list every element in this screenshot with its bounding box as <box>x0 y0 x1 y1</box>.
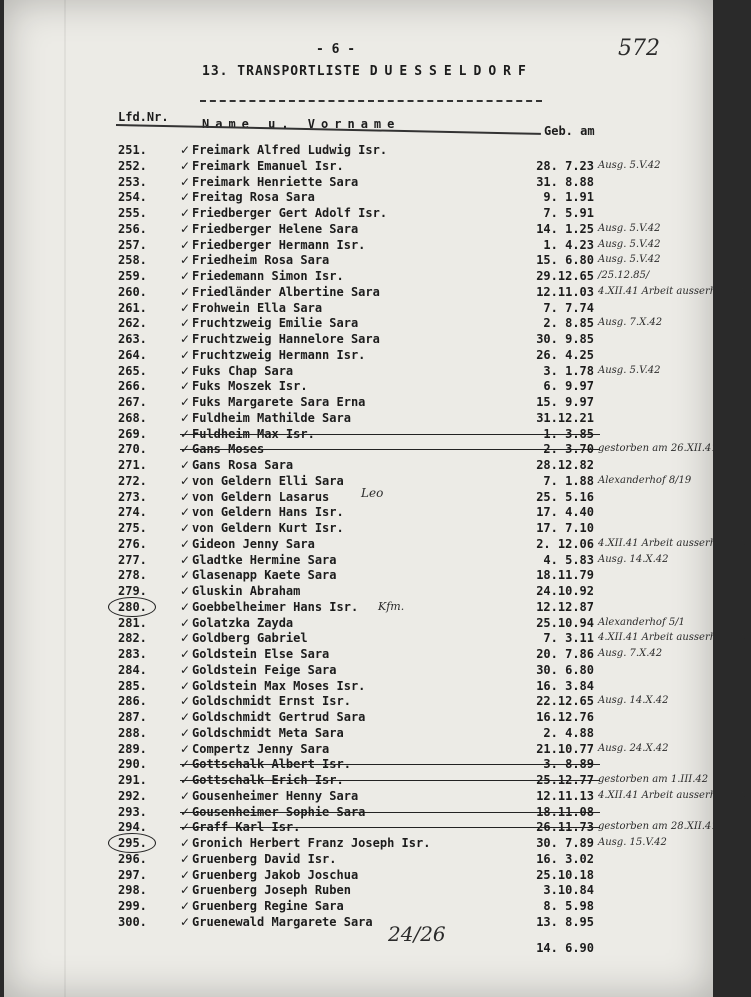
list-row <box>4 489 713 505</box>
row-birthdate: 30. 7.89 <box>536 836 594 850</box>
check-mark-icon: ✓ <box>180 237 191 252</box>
list-row <box>4 205 713 221</box>
list-row <box>4 237 713 253</box>
check-mark-icon: ✓ <box>180 206 191 220</box>
row-name: Gideon Jenny Sara <box>192 536 315 551</box>
row-name: Graff Karl Isr. <box>192 820 301 835</box>
row-name: Freitag Rosa Sara <box>192 190 315 205</box>
handwritten-page-number: 572 <box>618 36 660 61</box>
check-mark-icon: ✓ <box>180 521 191 535</box>
check-mark-icon: ✓ <box>180 584 191 598</box>
strike-line <box>180 780 600 781</box>
row-birthdate: 31.12.21 <box>536 410 594 425</box>
list-row <box>4 741 713 757</box>
row-birthdate: 26.11.73 <box>536 820 594 835</box>
list-row <box>4 378 713 394</box>
row-birthdate: 24.10.92 <box>536 584 594 598</box>
row-number: 262. <box>118 316 147 331</box>
check-mark-icon: ✓ <box>180 741 191 756</box>
list-row <box>4 851 713 867</box>
row-name: Fuks Margarete Sara Erna <box>192 395 366 409</box>
row-name: Freimark Alfred Ludwig Isr. <box>192 143 388 157</box>
row-birthdate: 3. 1.78 <box>543 363 594 378</box>
row-birthdate: 25. 5.16 <box>536 489 594 504</box>
row-name: Friedheim Rosa Sara <box>192 253 330 268</box>
check-mark-icon: ✓ <box>180 395 191 409</box>
strike-line <box>180 827 600 828</box>
row-margin-note: Ausg. 14.X.42 <box>598 695 669 707</box>
row-name: Goldschmidt Meta Sara <box>192 725 344 740</box>
row-name: Goldschmidt Gertrud Sara <box>192 710 366 724</box>
document-title <box>202 64 533 79</box>
row-margin-note: 4.XII.41 Arbeit ausserh. Getto <box>598 789 751 801</box>
row-birthdate: 28. 7.23 <box>536 158 594 173</box>
strike-line <box>180 449 600 450</box>
row-name: Fuldheim Mathilde Sara <box>192 410 351 425</box>
row-name: Friedberger Gert Adolf Isr. <box>192 206 388 220</box>
list-row <box>4 804 713 820</box>
list-row <box>4 709 713 725</box>
row-number: 268. <box>118 410 147 425</box>
row-number: 298. <box>118 883 147 898</box>
row-birthdate: 16. 3.02 <box>536 851 594 866</box>
row-birthdate: 7. 3.11 <box>543 631 594 646</box>
row-birthdate: 15. 6.80 <box>536 253 594 268</box>
list-row <box>4 552 713 568</box>
row-margin-note: 4.XII.41 Arbeit ausserh. Getto <box>598 632 751 644</box>
row-birthdate: 18.11.08 <box>536 804 594 819</box>
row-number: 288. <box>118 725 147 740</box>
trailing-date: 14. 6.90 <box>536 941 594 955</box>
row-margin-note: Ausg. 24.X.42 <box>598 742 669 754</box>
check-mark-icon: ✓ <box>180 363 191 378</box>
row-birthdate: 17. 4.40 <box>536 505 594 520</box>
row-margin-note: 4.XII.41 Arbeit ausserh. Getto <box>598 537 751 549</box>
check-mark-icon: ✓ <box>180 883 191 898</box>
check-mark-icon: ✓ <box>180 599 191 614</box>
check-mark-icon: ✓ <box>180 379 191 394</box>
row-birthdate: 3. 8.89 <box>543 757 594 772</box>
row-margin-note: gestorben am 28.XII.41 <box>598 821 718 833</box>
row-number: 258. <box>118 253 147 268</box>
row-name: Fruchtzweig Hannelore Sara <box>192 332 380 346</box>
handwritten-bottom-note: 24/26 <box>388 922 446 946</box>
strike-line <box>180 434 600 435</box>
row-margin-note: Alexanderhof 8/19 <box>598 474 692 486</box>
row-number: 278. <box>118 568 147 583</box>
check-mark-icon: ✓ <box>180 410 191 425</box>
row-birthdate: 26. 4.25 <box>536 347 594 362</box>
check-mark-icon: ✓ <box>180 899 191 913</box>
row-name: Gottschalk Albert Isr. <box>192 757 351 772</box>
row-margin-note: Ausg. 5.V.42 <box>598 159 661 171</box>
row-birthdate: 6. 9.97 <box>543 379 594 394</box>
row-name: Fuks Moszek Isr. <box>192 379 308 394</box>
row-margin-note: Ausg. 7.X.42 <box>598 317 663 329</box>
row-number: 282. <box>118 631 147 646</box>
list-row <box>4 300 713 316</box>
check-mark-icon: ✓ <box>180 851 191 866</box>
row-name: Friedberger Helene Sara <box>192 221 359 236</box>
list-row <box>4 882 713 898</box>
row-name: Gousenheimer Henny Sara <box>192 788 359 803</box>
check-mark-icon: ✓ <box>180 788 191 803</box>
row-name: Fruchtzweig Emilie Sara <box>192 316 359 331</box>
row-name: Goldberg Gabriel <box>192 631 308 646</box>
list-row <box>4 158 713 174</box>
row-name: Fuldheim Max Isr. <box>192 426 315 441</box>
row-number: 283. <box>118 647 147 661</box>
row-number: 277. <box>118 552 147 567</box>
row-birthdate: 7. 1.88 <box>543 473 594 488</box>
row-name: Gousenheimer Sophie Sara <box>192 804 366 819</box>
row-number: 267. <box>118 395 147 409</box>
row-margin-note: Ausg. 5.V.42 <box>598 238 661 250</box>
check-mark-icon: ✓ <box>180 757 191 772</box>
list-row <box>4 867 713 883</box>
list-row <box>4 410 713 426</box>
row-number: 292. <box>118 788 147 803</box>
row-birthdate: 3.10.84 <box>543 883 594 898</box>
row-name: Golatzka Zayda <box>192 615 294 630</box>
row-birthdate: 12.12.87 <box>536 599 594 614</box>
check-mark-icon: ✓ <box>180 158 191 173</box>
row-number: 294. <box>118 820 147 835</box>
row-name: Frohwein Ella Sara <box>192 300 323 315</box>
row-margin-note: gestorben am 1.III.42 <box>598 774 709 785</box>
row-number: 252. <box>118 158 147 173</box>
row-name: Fruchtzweig Hermann Isr. <box>192 347 366 362</box>
row-number: 296. <box>118 851 147 866</box>
row-birthdate: 22.12.65 <box>536 694 594 709</box>
list-row <box>4 772 713 788</box>
row-name: Gottschalk Erich Isr. <box>192 773 344 787</box>
row-birthdate: 12.11.13 <box>536 788 594 803</box>
row-name: Gluskin Abraham <box>192 584 301 598</box>
row-birthdate: 7. 5.91 <box>543 206 594 220</box>
row-number: 260. <box>118 284 147 299</box>
list-row <box>4 426 713 442</box>
list-row <box>4 363 713 379</box>
check-mark-icon: ✓ <box>180 221 191 236</box>
check-mark-icon: ✓ <box>180 536 191 551</box>
row-name: Freimark Henriette Sara <box>192 174 359 189</box>
document-page <box>4 0 751 997</box>
row-margin-note: Ausg. 7.X.42 <box>598 648 663 659</box>
row-birthdate: 15. 9.97 <box>536 395 594 409</box>
row-number: 284. <box>118 662 147 677</box>
page-number: - 6 - <box>316 42 356 57</box>
row-number: 270. <box>118 442 147 457</box>
row-birthdate: 16. 3.84 <box>536 678 594 693</box>
row-name: Gruenberg David Isr. <box>192 851 337 866</box>
list-row <box>4 189 713 205</box>
check-mark-icon: ✓ <box>180 473 191 488</box>
list-row <box>4 441 718 457</box>
check-mark-icon: ✓ <box>180 631 191 646</box>
column-header-lfd: Lfd.Nr. <box>118 110 169 124</box>
check-mark-icon: ✓ <box>180 694 191 709</box>
list-row <box>4 315 713 331</box>
row-number: 272. <box>118 473 147 488</box>
row-name: Goldstein Else Sara <box>192 647 330 661</box>
row-birthdate: 2. 4.88 <box>543 725 594 740</box>
list-row <box>4 630 751 646</box>
row-number: 289. <box>118 741 147 756</box>
row-name: Gans Moses <box>192 442 265 457</box>
list-row <box>4 583 713 599</box>
row-number: 300. <box>118 914 147 929</box>
row-name: von Geldern Elli Sara <box>192 473 344 488</box>
check-mark-icon: ✓ <box>180 332 191 346</box>
row-number: 290. <box>118 757 147 772</box>
row-name: Glasenapp Kaete Sara <box>192 568 337 583</box>
check-mark-icon: ✓ <box>180 678 191 693</box>
row-number: 271. <box>118 458 147 472</box>
list-row <box>4 504 713 520</box>
row-number: 275. <box>118 521 147 535</box>
check-mark-icon: ✓ <box>180 662 191 677</box>
row-birthdate: 18.11.79 <box>536 568 594 583</box>
row-name: Friedemann Simon Isr. <box>192 269 344 283</box>
row-margin-note: Ausg. 14.X.42 <box>598 553 669 565</box>
check-mark-icon: ✓ <box>180 804 191 819</box>
row-name: Freimark Emanuel Isr. <box>192 158 344 173</box>
row-birthdate: 30. 6.80 <box>536 662 594 677</box>
list-row <box>4 788 751 804</box>
row-birthdate: 28.12.82 <box>536 458 594 472</box>
row-birthdate: 31. 8.88 <box>536 174 594 189</box>
list-row <box>4 662 713 678</box>
row-number: 285. <box>118 678 147 693</box>
row-birthdate: 16.12.76 <box>536 710 594 724</box>
list-row <box>4 536 751 552</box>
check-mark-icon: ✓ <box>180 914 191 929</box>
row-name: Goebbelheimer Hans Isr. <box>192 599 359 614</box>
row-number: 266. <box>118 379 147 394</box>
list-row <box>4 284 751 300</box>
row-number: 256. <box>118 221 147 236</box>
check-mark-icon: ✓ <box>180 316 191 331</box>
list-row <box>4 520 713 536</box>
row-number: 291. <box>118 773 147 787</box>
row-name: Gladtke Hermine Sara <box>192 552 337 567</box>
row-number: 299. <box>118 899 147 913</box>
list-row <box>4 347 713 363</box>
check-mark-icon: ✓ <box>180 269 191 283</box>
row-name: Gruenberg Regine Sara <box>192 899 344 913</box>
row-birthdate: 20. 7.86 <box>536 647 594 661</box>
row-name: Goldstein Max Moses Isr. <box>192 678 366 693</box>
row-number: 265. <box>118 363 147 378</box>
row-number: 261. <box>118 300 147 315</box>
row-birthdate: 25.12.77 <box>536 773 594 787</box>
row-name: von Geldern Hans Isr. <box>192 505 344 520</box>
check-mark-icon: ✓ <box>180 458 191 472</box>
row-name: Gruenberg Jakob Joschua <box>192 867 359 882</box>
row-birthdate: 17. 7.10 <box>536 521 594 535</box>
row-number: 263. <box>118 332 147 346</box>
list-row <box>4 599 713 615</box>
row-birthdate: 1. 4.23 <box>543 237 594 252</box>
row-name: Gruenewald Margarete Sara <box>192 914 373 929</box>
row-name: Compertz Jenny Sara <box>192 741 330 756</box>
row-number: 264. <box>118 347 147 362</box>
row-name: Gronich Herbert Franz Joseph Isr. <box>192 836 431 850</box>
check-mark-icon: ✓ <box>180 836 191 850</box>
row-name: von Geldern Kurt Isr. <box>192 521 344 535</box>
row-number: 293. <box>118 804 147 819</box>
check-mark-icon: ✓ <box>180 174 191 189</box>
margin-note-leo: Leo <box>361 486 384 500</box>
check-mark-icon: ✓ <box>180 725 191 740</box>
title-city: DUESSELDORF <box>369 64 533 79</box>
row-name: Goldschmidt Ernst Isr. <box>192 694 351 709</box>
list-row <box>4 331 713 347</box>
row-margin-note: gestorben am 26.XII.41 <box>598 443 718 455</box>
check-mark-icon: ✓ <box>180 426 191 441</box>
row-number: 281. <box>118 615 147 630</box>
row-margin-note: Ausg. 15.V.42 <box>598 837 667 848</box>
strike-line <box>180 812 600 813</box>
row-name: Friedberger Hermann Isr. <box>192 237 366 252</box>
check-mark-icon: ✓ <box>180 190 191 205</box>
list-row <box>4 473 713 489</box>
row-birthdate: 4. 5.83 <box>543 552 594 567</box>
check-mark-icon: ✓ <box>180 820 191 835</box>
column-header-birthdate: Geb. am <box>544 124 595 138</box>
check-mark-icon: ✓ <box>180 773 191 787</box>
list-row <box>4 725 713 741</box>
row-name: Gruenberg Joseph Ruben <box>192 883 351 898</box>
check-mark-icon: ✓ <box>180 300 191 315</box>
list-row <box>4 819 718 835</box>
list-row <box>4 394 713 410</box>
check-mark-icon: ✓ <box>180 867 191 882</box>
list-row <box>4 898 713 914</box>
row-birthdate: 25.10.94 <box>536 615 594 630</box>
list-row <box>4 567 713 583</box>
row-birthdate: 9. 1.91 <box>543 190 594 205</box>
list-row <box>4 142 713 158</box>
margin-note-kfm: Kfm. <box>378 600 405 613</box>
list-row <box>4 646 713 662</box>
check-mark-icon: ✓ <box>180 615 191 630</box>
row-margin-note: Ausg. 5.V.42 <box>598 222 661 234</box>
row-number: 273. <box>118 489 147 504</box>
row-margin-note: Ausg. 5.V.42 <box>598 254 661 266</box>
check-mark-icon: ✓ <box>180 143 191 157</box>
list-row <box>4 693 713 709</box>
column-header-name: Name u. Vorname <box>202 117 401 131</box>
row-number: 280. <box>118 599 147 614</box>
title-prefix: 13. TRANSPORTLISTE <box>202 64 361 79</box>
row-margin-note: Ausg. 5.V.42 <box>598 364 661 376</box>
list-row <box>4 174 713 190</box>
row-number: 257. <box>118 237 147 252</box>
list-row <box>4 221 713 237</box>
list-row <box>4 252 713 268</box>
row-number: 286. <box>118 694 147 709</box>
row-birthdate: 14. 1.25 <box>536 221 594 236</box>
row-number: 297. <box>118 867 147 882</box>
row-number: 253. <box>118 174 147 189</box>
row-number: 279. <box>118 584 147 598</box>
row-margin-note: Alexanderhof 5/1 <box>598 616 685 628</box>
row-birthdate: 1. 3.85 <box>543 426 594 441</box>
row-name: Gans Rosa Sara <box>192 458 294 472</box>
check-mark-icon: ✓ <box>180 505 191 520</box>
row-number: 251. <box>118 143 147 157</box>
list-row <box>4 678 713 694</box>
check-mark-icon: ✓ <box>180 710 191 724</box>
row-number: 269. <box>118 426 147 441</box>
row-birthdate: 21.10.77 <box>536 741 594 756</box>
strike-line <box>180 764 600 765</box>
list-row <box>4 835 713 851</box>
row-margin-note: 4.XII.41 Arbeit ausserh. Getto <box>598 285 751 297</box>
row-number: 255. <box>118 206 147 220</box>
row-number: 276. <box>118 536 147 551</box>
check-mark-icon: ✓ <box>180 568 191 583</box>
row-name: Goldstein Feige Sara <box>192 662 337 677</box>
row-birthdate: 29.12.65 <box>536 269 594 283</box>
list-row <box>4 268 713 284</box>
check-mark-icon: ✓ <box>180 647 191 661</box>
row-number: 254. <box>118 190 147 205</box>
check-mark-icon: ✓ <box>180 284 191 299</box>
row-birthdate: 7. 7.74 <box>543 300 594 315</box>
row-number: 259. <box>118 269 147 283</box>
check-mark-icon: ✓ <box>180 489 191 504</box>
row-birthdate: 12.11.03 <box>536 284 594 299</box>
trailing-date-line <box>4 940 713 956</box>
row-birthdate: 2. 12.06 <box>536 536 594 551</box>
row-birthdate: 13. 8.95 <box>536 914 594 929</box>
row-birthdate: 2. 8.85 <box>543 316 594 331</box>
check-mark-icon: ✓ <box>180 552 191 567</box>
check-mark-icon: ✓ <box>180 253 191 268</box>
row-birthdate: 8. 5.98 <box>543 899 594 913</box>
check-mark-icon: ✓ <box>180 442 191 457</box>
list-row <box>4 615 713 631</box>
row-birthdate: 2. 3.70 <box>543 442 594 457</box>
row-number: 274. <box>118 505 147 520</box>
check-mark-icon: ✓ <box>180 347 191 362</box>
row-birthdate: 30. 9.85 <box>536 332 594 346</box>
row-name: von Geldern Lasarus <box>192 489 330 504</box>
list-row <box>4 756 713 772</box>
list-row <box>4 914 713 930</box>
row-name: Fuks Chap Sara <box>192 363 294 378</box>
row-name: Friedländer Albertine Sara <box>192 284 380 299</box>
row-number: 287. <box>118 710 147 724</box>
row-birthdate: 25.10.18 <box>536 867 594 882</box>
row-number: 295. <box>118 836 147 850</box>
list-row <box>4 457 713 473</box>
title-underline <box>200 100 542 102</box>
row-margin-note: /25.12.85/ <box>598 270 650 281</box>
